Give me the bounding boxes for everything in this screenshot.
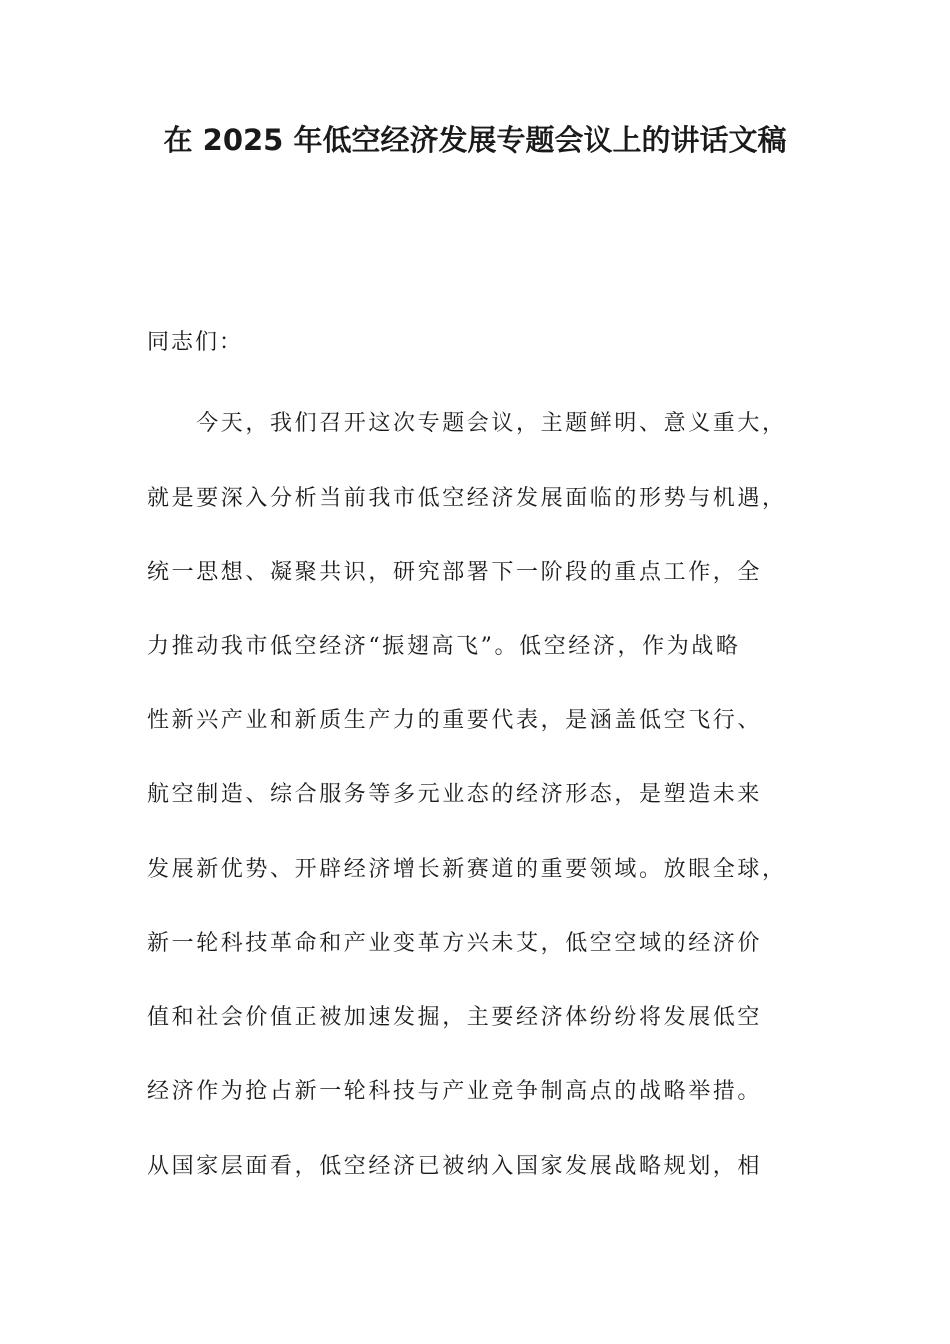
- paragraph-line: 从国家层面看，低空经济已被纳入国家发展战略规划，相: [147, 1154, 763, 1179]
- paragraph-line: 性新兴产业和新质生产力的重要代表，是涵盖低空飞行、: [147, 708, 763, 733]
- paragraph-line: 新一轮科技革命和产业变革方兴未艾，低空空域的经济价: [147, 931, 763, 956]
- paragraph-line: 发展新优势、开辟经济增长新赛道的重要领域。放眼全球，: [147, 857, 787, 882]
- paragraph-line: 今天，我们召开这次专题会议，主题鲜明、意义重大，: [147, 411, 787, 436]
- paragraph-line: 力推动我市低空经济“振翅高飞”。低空经济，作为战略: [147, 634, 741, 659]
- paragraph-line: 就是要深入分析当前我市低空经济发展面临的形势与机遇，: [147, 486, 787, 511]
- paragraph-line: 统一思想、凝聚共识，研究部署下一阶段的重点工作，全: [147, 560, 763, 585]
- document-title: 在 2025 年低空经济发展专题会议上的讲话文稿: [163, 123, 787, 157]
- paragraph-line: 经济作为抢占新一轮科技与产业竞争制高点的战略举措。: [147, 1079, 763, 1104]
- salutation: 同志们：: [147, 330, 244, 355]
- paragraph-line: 值和社会价值正被加速发掘，主要经济体纷纷将发展低空: [147, 1005, 763, 1030]
- paragraph-line: 航空制造、综合服务等多元业态的经济形态，是塑造未来: [147, 782, 763, 807]
